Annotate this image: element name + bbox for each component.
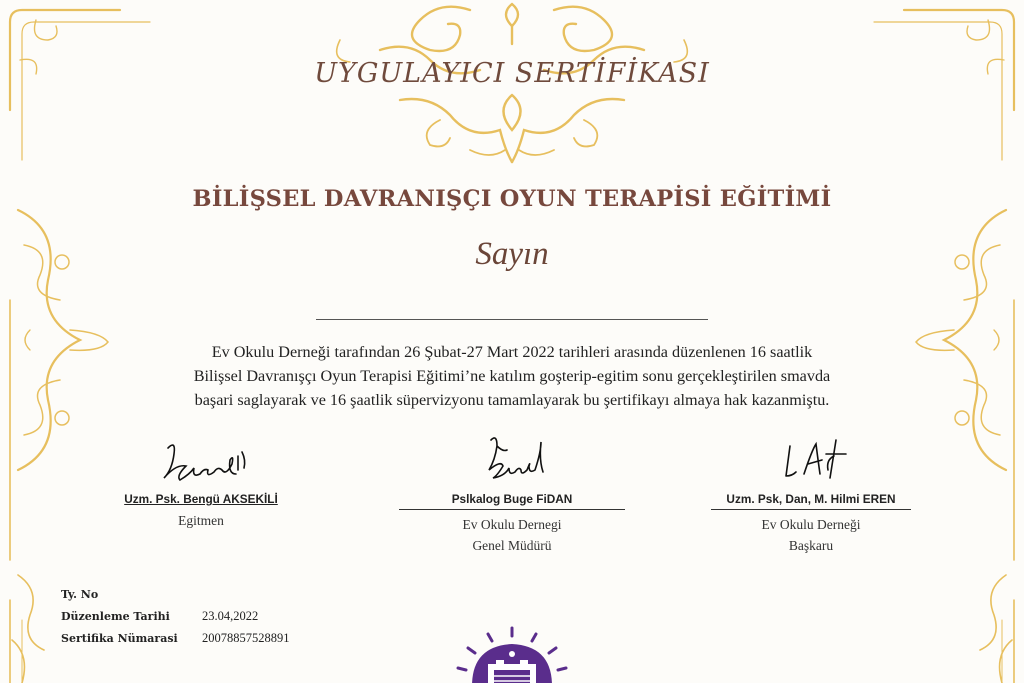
- body-line: başari saglayarak ve 16 şaatlik süpervizyonu tamamlayarak bu şertifikayı almaya hak kazanmiştu.: [194, 391, 830, 409]
- organization-logo: [446, 626, 578, 683]
- signature-role-line: Başkaru: [788, 538, 834, 553]
- signature-role-line: Ev Okulu Derneği: [761, 517, 861, 532]
- signature-role-line: Ev Okulu Dernegi: [462, 517, 562, 532]
- meta-value: 23.04,2022: [202, 609, 259, 623]
- body-line: Bilişsel Davranışçı Oyun Terapisi Eğitimi’ne katılım goşterip-egitim sonu gerçekleştirilen smavda: [193, 367, 831, 385]
- signature-rule: [399, 509, 625, 510]
- signature-block-president: [696, 430, 926, 556]
- meta-row-ty-no: [61, 583, 290, 605]
- signature-role: [397, 514, 627, 556]
- meta-label: Düzenleme Tarihi: [61, 610, 170, 623]
- signature-block-director: [397, 430, 627, 556]
- body-line: Ev Okulu Derneği tarafından 26 Şubat-27 Mart 2022 tarihleri arasında düzenlenen 16 saatlik: [211, 343, 813, 361]
- corner-ornament-bottom-left: [12, 575, 44, 683]
- signature-role: [696, 514, 926, 556]
- recipient-name-line: [316, 319, 708, 320]
- signature-block-instructor: [86, 430, 316, 531]
- meta-value: 20078857528891: [202, 631, 290, 645]
- handwritten-signature: [756, 430, 866, 492]
- signature-name: Uzm. Psk. Bengü AKSEKİLİ: [124, 492, 278, 506]
- handwritten-signature: [457, 430, 567, 492]
- certificate-body: [122, 340, 902, 412]
- certificate-title: UYGULAYICI SERTİFİKASI: [314, 58, 710, 89]
- certificate-meta: [61, 583, 290, 649]
- meta-row-date: [61, 605, 290, 627]
- signature-rule: [711, 509, 911, 510]
- meta-label: Ty. No: [61, 588, 99, 601]
- signature-role-line: Genel Müdürü: [472, 538, 552, 553]
- corner-ornament-bottom-right: [980, 575, 1012, 683]
- meta-row-cert-no: [61, 627, 290, 649]
- signature-name: Pslkalog Buge FiDAN: [451, 492, 573, 506]
- signature-name: Uzm. Psk, Dan, M. Hilmi EREN: [726, 492, 896, 506]
- signature-role: Egitmen: [178, 513, 224, 528]
- meta-label: Sertifika Nümarasi: [61, 632, 178, 645]
- salutation: Sayın: [475, 236, 549, 272]
- handwritten-signature: [146, 430, 256, 492]
- training-title: BİLİŞSEL DAVRANIŞÇI OYUN TERAPİSİ EĞİTİMİ: [192, 186, 832, 212]
